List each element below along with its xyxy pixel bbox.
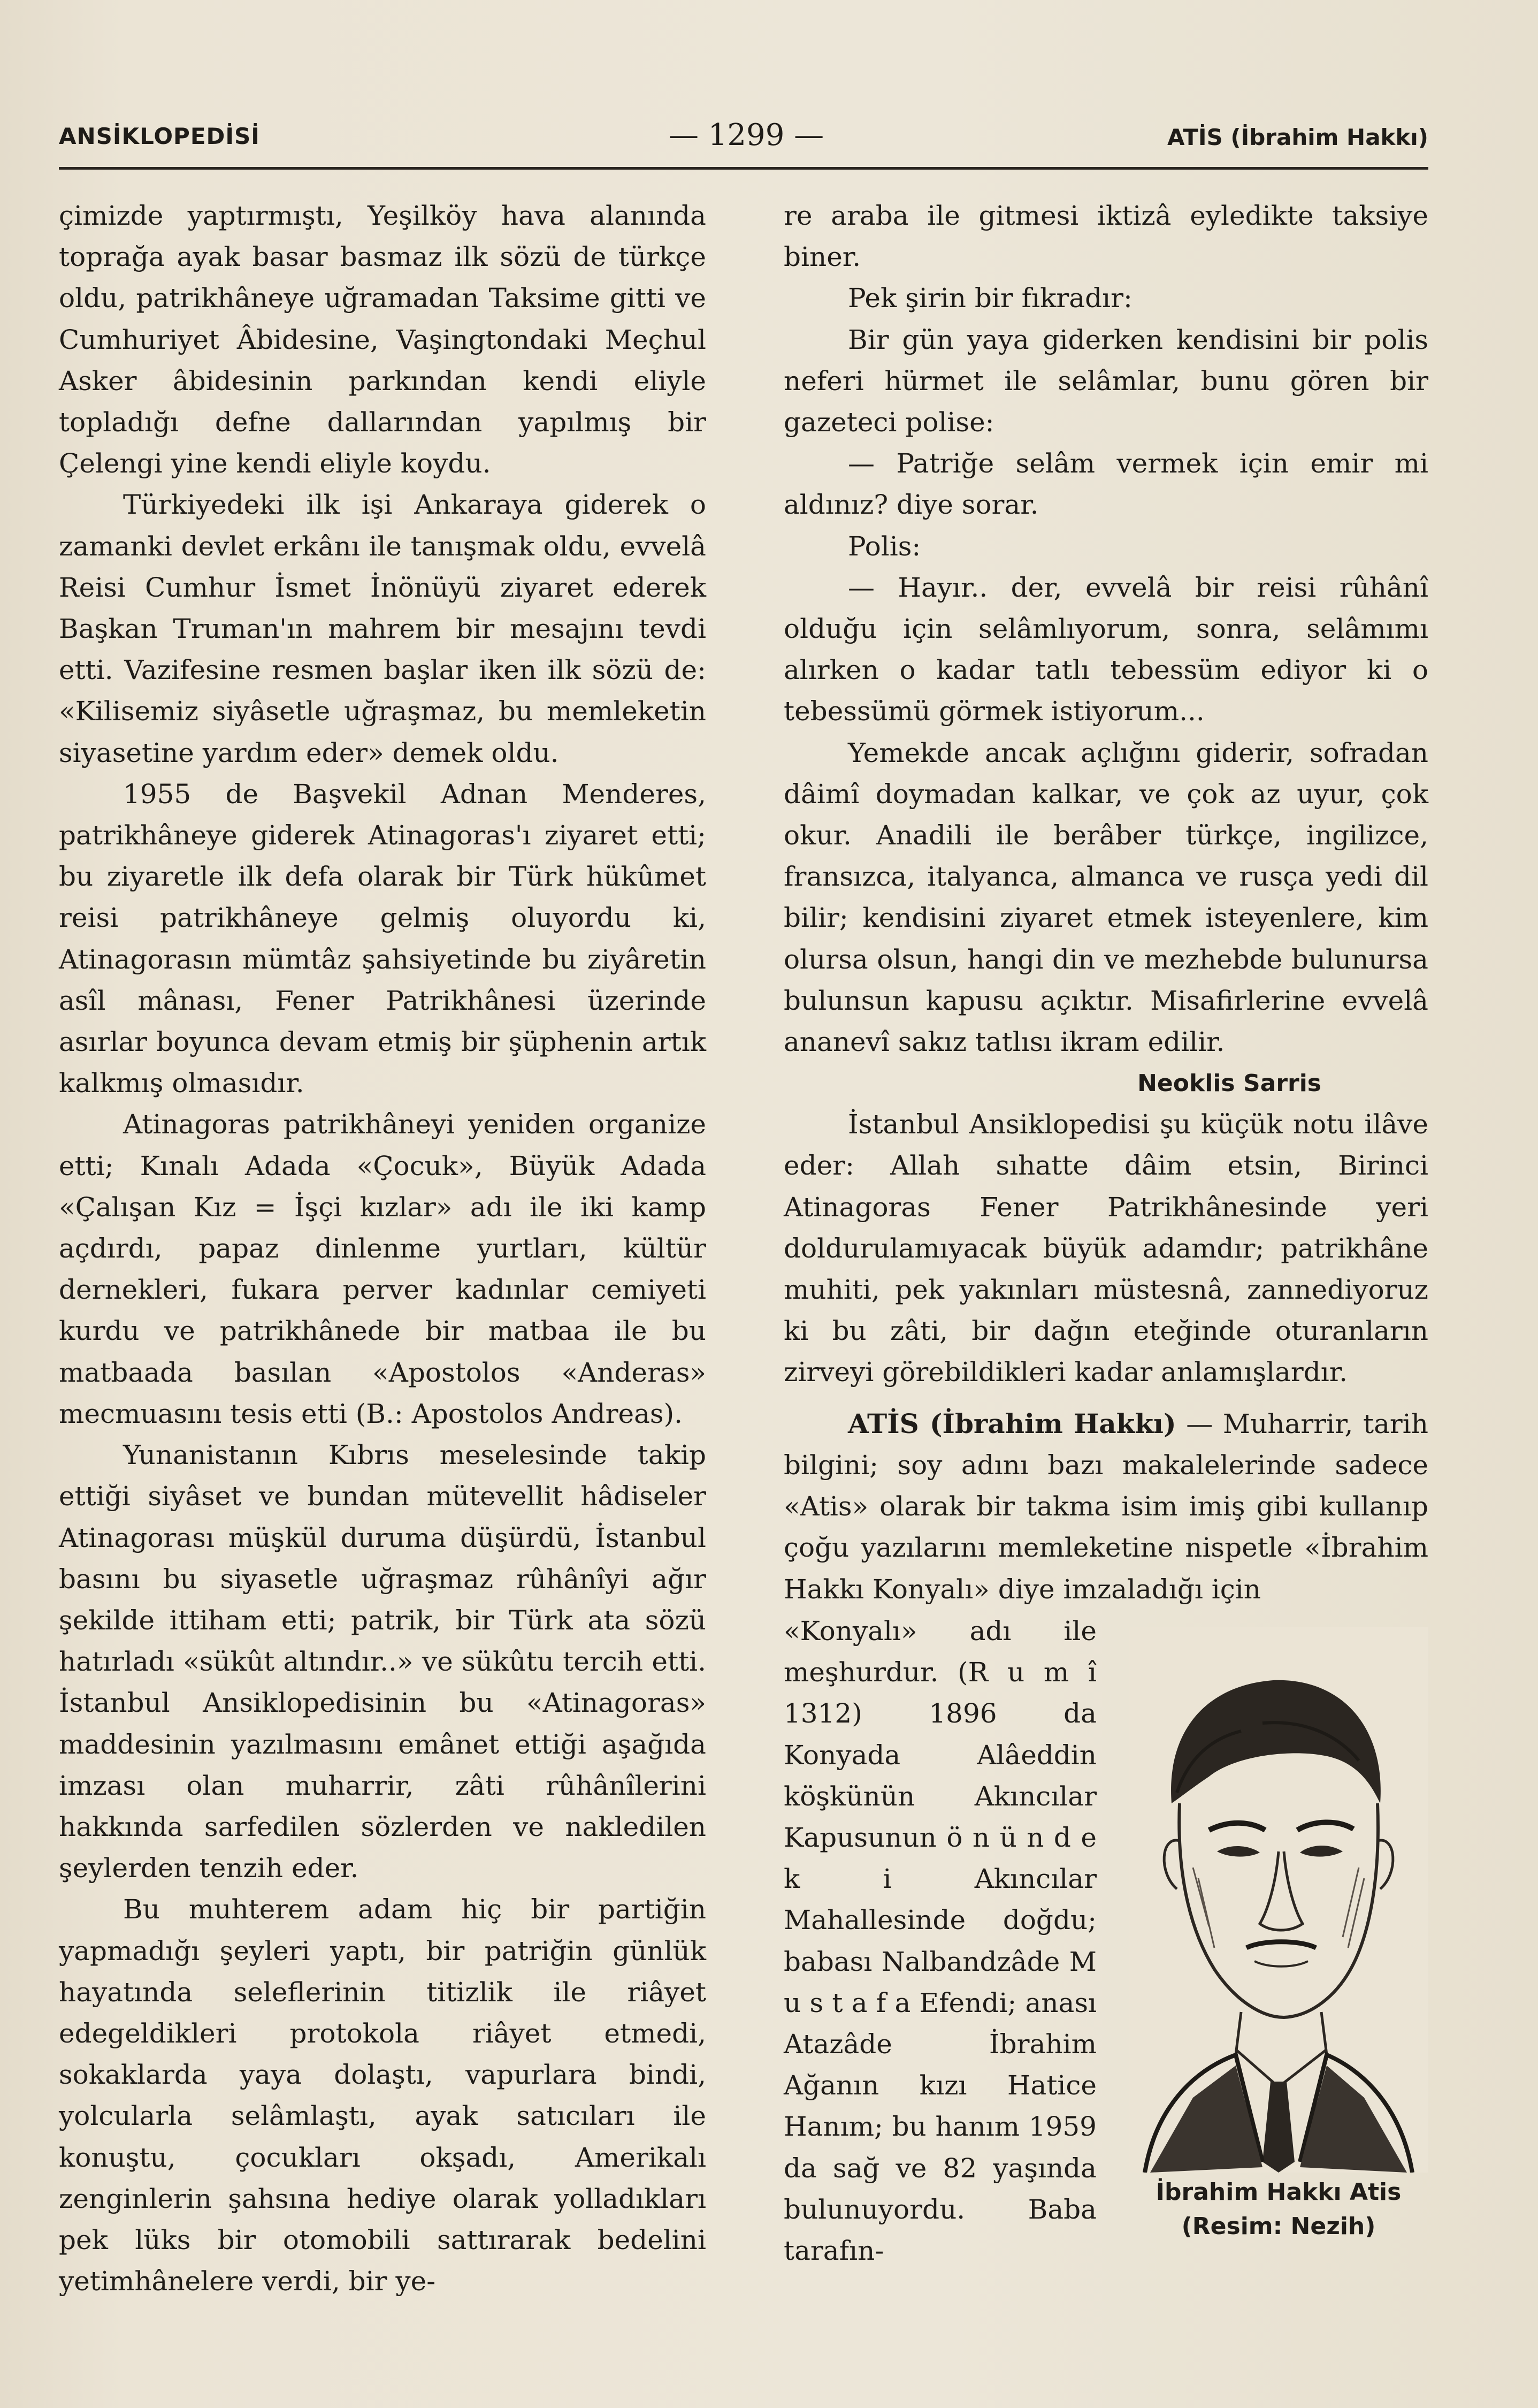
paragraph: — Hayır.. der, evvelâ bir reisi rûhânî olduğu için selâmlıyorum, sonra, selâmımı alırken o kadar tatlı tebessüm ediyor ki o tebessümü görmek istiyorum... <box>784 571 1428 727</box>
paragraph: 1955 de Başvekil Adnan Menderes, patrikhâneye giderek Atinagoras'ı ziyaret etti; bu ziyaretle ilk defa olarak bir Türk hükûmet reisi patrikhâneye gelmiş oluyordu ki, Atinagorasın mümtâz şahsiyetinde bu ziyâretin asîl mânası, Fener Patrikhânesi üzerinde asırlar boyunca devam etmiş bir şüphenin artık kalkmış olmasıdır. <box>59 778 706 1099</box>
caption-credit: (Resim: Nezih) <box>1181 2213 1376 2240</box>
paragraph: çimizde yaptırmıştı, Yeşilköy hava alanında toprağa ayak basar basmaz ilk sözü de türkçe oldu, patrikhâneye uğramadan Taksime gitti ve Cumhuriyet Âbidesine, Vaşingtondaki Meçhul Asker âbidesinin parkından kendi eliyle topladığı defne dallarından yapılmış bir Çelengi yine kendi eliyle koydu. <box>59 200 706 479</box>
signature: Neoklis Sarris <box>1137 1070 1321 1098</box>
header-left: ANSİKLOPEDİSİ <box>59 123 260 149</box>
portrait-illustration <box>1129 1627 1428 2173</box>
right-column <box>784 195 1428 1610</box>
photo-caption <box>1113 2175 1444 2244</box>
paragraph: İstanbul Ansiklopedisi şu küçük notu ilâve eder: Allah sıhatte dâim etsin, Birinci Atinagoras Fener Patrikhânesinde yeri doldurulamıyacak büyük adamdır; patrikhâne muhiti, pek yakınları müstesnâ, zannediyoruz ki bu zâti, bir dağın eteğinde oturanların zirveyi görebildikleri kadar anlamışlardır. <box>784 1109 1428 1388</box>
paragraph: Bu muhterem adam hiç bir partiğin yapmadığı şeyleri yaptı, bir patriğin günlük hayatında seleflerinin titizlik ile riâyet edegeldikleri protokola riâyet etmedi, sokaklarda yaya dolaştı, vapurlara bindi, yolcularla selâmlaştı, ayak satıcıları ile konuştu, çocukları okşadı, Amerikalı zenginlerin şahsına hediye olarak yolladıkları pek lüks bir otomobili sattırarak bedelini yetimhânelere verdi, bir ye- <box>59 1894 706 2297</box>
atis-entry <box>784 1403 1428 1610</box>
page-number: — 1299 — <box>669 118 824 153</box>
header-rule <box>59 167 1428 170</box>
paragraph: Yunanistanın Kıbrıs meselesinde takip ettiği siyâset ve bundan mütevellit hâdiseler Atinagorası müşkül duruma düşürdü, İstanbul basını bu siyasetle uğraşmaz rûhânîyi ağır şekilde ittiham etti; patrik, bir Türk ata sözü hatırladı «sükût altındır..» ve sükûtu tercih etti. İstanbul Ansiklopedisinin bu «Atinagoras» maddesinin yazılmasını emânet ettiği aşağıda imzası olan muharrir, zâti rûhânîlerini hakkında sarfedilen sözlerden ve nakledilen şeylerden tenzih eder. <box>59 1439 706 1884</box>
entry-headword: ATİS (İbrahim Hakkı) <box>848 1407 1176 1439</box>
paragraph: Pek şirin bir fıkradır: <box>848 283 1133 314</box>
caption-name: İbrahim Hakkı Atis <box>1156 2178 1402 2206</box>
paragraph: Yemekde ancak açlığını giderir, sofradan dâimî doymadan kalkar, ve çok az uyur, çok okur. Anadili ile berâber türkçe, ingilizce, fransızca, italyanca, almanca ve rusça yedi dil bilir; kendisini ziyaret etmek isteyenlere, kim olursa olsun, hangi din ve mezhebde bulunursa bulunsun kapusu açıktır. Misafirlerine evvelâ ananevî sakız tatlısı ikram edilir. <box>784 737 1428 1058</box>
header-right: ATİS (İbrahim Hakkı) <box>1167 124 1428 150</box>
entry-text: — Muharrir, tarih bilgini; soy adını bazı makalelerinde sadece «Atis» olarak bir takma isim imiş gibi kullanıp çoğu yazılarını memleketine nispetle «İbrahim Hakkı Konyalı» diye imzaladığı için <box>784 1408 1429 1605</box>
paragraph: «Konyalı» adı ile meşhurdur. (R u m î 1312) 1896 da Konyada Alâeddin köşkünün Akıncılar Kapusunun ö n ü n d e k i Akıncılar Mahallesinde doğdu; babası Nalbandzâde M u s t a f a Efendi; anası Atazâde İbrahim Ağanın kızı Hatice Hanım; bu hanım 1959 da sağ ve 82 yaşında bulunuyordu. Baba tarafın- <box>784 1616 1097 2267</box>
paragraph: re araba ile gitmesi iktizâ eyledikte taksiye biner. <box>784 200 1428 273</box>
page-header <box>59 118 1428 155</box>
paragraph: Polis: <box>848 530 921 562</box>
paragraph: Atinagoras patrikhâneyi yeniden organize etti; Kınalı Adada «Çocuk», Büyük Adada «Çalışan Kız = İşçi kızlar» adı ile iki kamp açdırdı, papaz dinlenme yurtları, kültür dernekleri, fukara perver kadınlar cemiyeti kurdu ve patrikhânede bir matbaa ile bu matbaada basılan «Apostolos «Anderas» mecmuasını tesis etti (B.: Apostolos Andreas). <box>59 1109 706 1429</box>
paragraph: Türkiyedeki ilk işi Ankaraya giderek o zamanki devlet erkânı ile tanışmak oldu, evvelâ Reisi Cumhur İsmet İnönüyü ziyaret ederek Başkan Truman'ın mahrem bir mesajını tevdi etti. Vazifesine resmen başlar iken ilk sözü de: «Kilisemiz siyâsetle uğraşmaz, bu memleketin siyasetine yardım eder» demek oldu. <box>59 489 706 768</box>
atis-entry-continued <box>784 1611 1097 2272</box>
paragraph: — Patriğe selâm vermek için emir mi aldınız? diye sorar. <box>784 448 1428 521</box>
left-column <box>59 195 706 2302</box>
paragraph: Bir gün yaya giderken kendisini bir polis neferi hürmet ile selâmlar, bunu gören bir gazeteci polise: <box>784 324 1428 438</box>
